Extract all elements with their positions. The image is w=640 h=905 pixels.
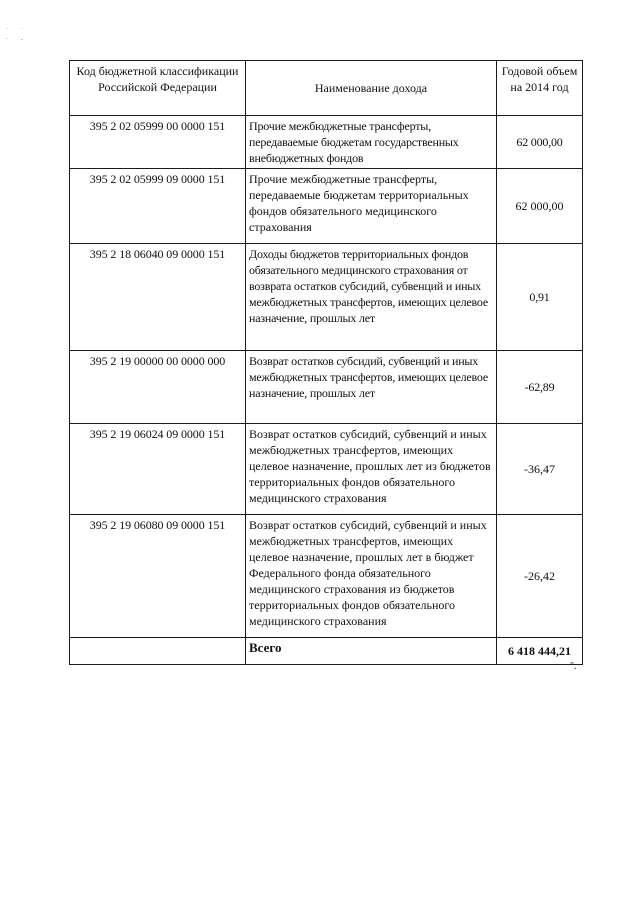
budget-code-cell: 395 2 18 06040 09 0000 151 xyxy=(70,244,246,351)
table-header-row xyxy=(70,61,583,116)
annual-volume-cell: 62 000,00 xyxy=(497,116,583,169)
income-name-cell: Доходы бюджетов территориальных фондов обязательного медицинского страхования от возврата остатков субсидий, субвенций и иных межбюджетных трансфертов, имеющих целевое назначение, прошлых лет xyxy=(246,244,497,351)
annual-volume-cell: -62,89 xyxy=(497,351,583,424)
budget-code-cell: 395 2 02 05999 09 0000 151 xyxy=(70,169,246,244)
total-volume-cell: 6 418 444,21 xyxy=(497,638,583,665)
annual-volume-cell: 62 000,00 xyxy=(497,169,583,244)
header-volume-cell: Годовой объем на 2014 год xyxy=(497,61,583,116)
annual-volume-cell: -26,42 xyxy=(497,515,583,638)
budget-code-cell: 395 2 02 05999 00 0000 151 xyxy=(70,116,246,169)
budget-code-cell: 395 2 19 06080 09 0000 151 xyxy=(70,515,246,638)
table-row xyxy=(70,169,583,244)
total-row xyxy=(70,638,583,665)
income-name-cell: Прочие межбюджетные трансферты, передаваемые бюджетам территориальных фондов обязательного медицинского страхования xyxy=(246,169,497,244)
scan-speck-marks: · · · - xyxy=(6,25,27,43)
income-name-cell: Возврат остатков субсидий, субвенций и иных межбюджетных трансфертов, имеющих целевое назначение, прошлых лет xyxy=(246,351,497,424)
budget-code-cell: 395 2 19 06024 09 0000 151 xyxy=(70,424,246,515)
income-name-cell: Возврат остатков субсидий, субвенций и иных межбюджетных трансфертов, имеющих целевое назначение, прошлых лет в бюджет Федерального фонда обязательного медицинского страхования из бюджетов территориальных фондов обязательного медицинского страхования xyxy=(246,515,497,638)
annual-volume-cell: 0,91 xyxy=(497,244,583,351)
total-label-cell: Всего xyxy=(246,638,497,665)
table-row xyxy=(70,351,583,424)
header-code-cell: Код бюджетной классификации Российской Федерации xyxy=(70,61,246,116)
table-row xyxy=(70,244,583,351)
annual-volume-cell: -36,47 xyxy=(497,424,583,515)
income-name-cell: Прочие межбюджетные трансферты, передаваемые бюджетам государственных внебюджетных фондов xyxy=(246,116,497,169)
budget-code-cell: 395 2 19 00000 00 0000 000 xyxy=(70,351,246,424)
table-row xyxy=(70,424,583,515)
total-code-cell xyxy=(70,638,246,665)
closing-quote-mark: ". xyxy=(570,661,577,672)
income-name-cell: Возврат остатков субсидий, субвенций и иных межбюджетных трансфертов, имеющих целевое назначение, прошлых лет из бюджетов территориальных фондов обязательного медицинского страхования xyxy=(246,424,497,515)
header-name-cell: Наименование дохода xyxy=(246,61,497,116)
table-row xyxy=(70,116,583,169)
table-row xyxy=(70,515,583,638)
budget-income-table xyxy=(69,60,583,665)
